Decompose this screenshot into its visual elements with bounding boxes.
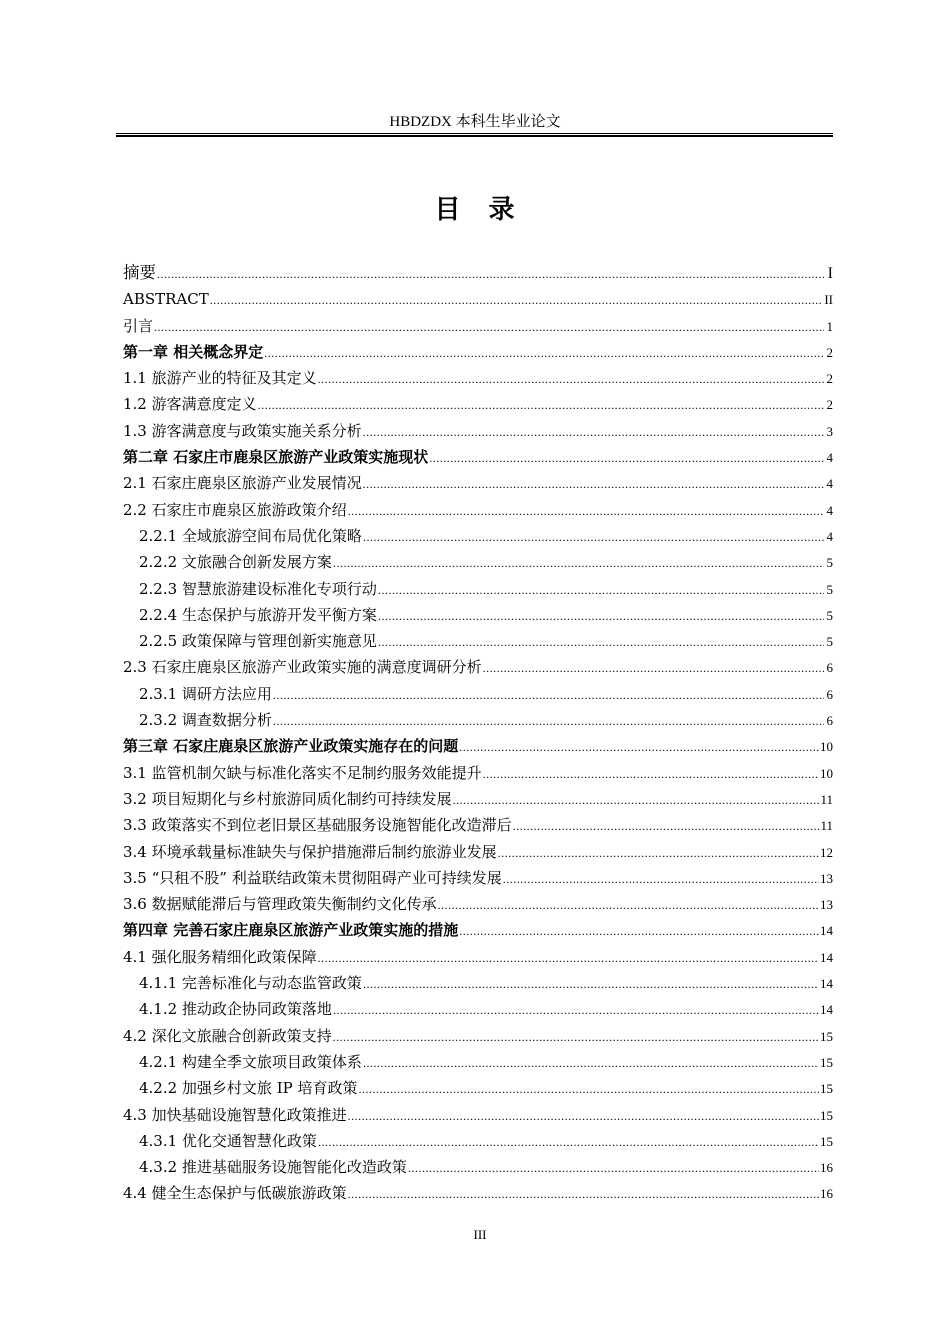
toc-entry-label: 1.3 游客满意度与政策实施关系分析: [123, 421, 362, 440]
toc-entry-label: 3.1 监管机制欠缺与标准化落实不足制约服务效能提升: [123, 763, 482, 782]
running-header: HBDZDX 本科生毕业论文: [389, 114, 561, 130]
toc-leader-dots: [154, 314, 824, 340]
toc-entry[interactable]: [123, 470, 833, 496]
toc-entry-label: 4.1 强化服务精细化政策保障: [123, 947, 317, 966]
toc-leader-dots: [348, 498, 824, 524]
toc-entry[interactable]: [123, 391, 833, 417]
toc-entry-page: 4: [826, 476, 833, 492]
toc-entry-label: 第二章 石家庄市鹿泉区旅游产业政策实施现状: [123, 448, 429, 467]
toc-entry-page: 15: [820, 1028, 833, 1044]
toc-leader-dots: [333, 1024, 819, 1050]
toc-entry-page: 13: [820, 897, 833, 913]
toc-leader-dots: [363, 971, 819, 997]
toc-entry-label: 2.3.2 调查数据分析: [139, 711, 272, 730]
toc-entry-label: 2.2.4 生态保护与旅游开发平衡方案: [139, 605, 377, 624]
toc-entry-label: 4.3.1 优化交通智慧化政策: [139, 1131, 317, 1150]
toc-entry-label: 第四章 完善石家庄鹿泉区旅游产业政策实施的措施: [123, 921, 459, 940]
toc-entry[interactable]: [123, 891, 833, 917]
toc-entry-label: 4.4 健全生态保护与低碳旅游政策: [123, 1184, 347, 1203]
toc-entry-label: 3.5 “只租不股” 利益联结政策未贯彻阻碍产业可持续发展: [123, 868, 502, 887]
toc-leader-dots: [264, 340, 824, 366]
toc-entry[interactable]: [123, 497, 833, 523]
toc-entry-label: 2.3 石家庄鹿泉区旅游产业政策实施的满意度调研分析: [123, 658, 482, 677]
toc-leader-dots: [333, 550, 824, 576]
toc-entry-page: 2: [826, 371, 833, 387]
toc-leader-dots: [513, 813, 820, 839]
toc-entry-page: 6: [826, 660, 833, 676]
toc-entry[interactable]: [123, 786, 833, 812]
toc-entry-page: 14: [820, 923, 833, 939]
toc-entry[interactable]: [123, 812, 833, 838]
toc-entry-page: I: [827, 265, 833, 282]
toc-entry[interactable]: [123, 1102, 833, 1128]
toc-entry[interactable]: [123, 944, 833, 970]
toc-entry-page: 15: [820, 1107, 833, 1123]
toc-entry[interactable]: [123, 733, 833, 759]
toc-leader-dots: [453, 787, 820, 813]
toc-entry-page: 1: [826, 318, 833, 334]
toc-entry[interactable]: [123, 602, 833, 628]
toc-leader-dots: [438, 892, 819, 918]
toc-entry-page: 16: [820, 1160, 833, 1176]
toc-entry-label: 1.1 旅游产业的特征及其定义: [123, 369, 317, 388]
toc-entry-label: 3.6 数据赋能滞后与管理政策失衡制约文化传承: [123, 895, 437, 914]
toc-entry-label: 4.3 加快基础设施智慧化政策推进: [123, 1105, 347, 1124]
toc-entry-page: 5: [826, 581, 833, 597]
toc-entry[interactable]: [123, 917, 833, 943]
toc-entry-page: 5: [826, 555, 833, 571]
toc-entry-label: 4.3.2 推进基础服务设施智能化改造政策: [139, 1158, 407, 1177]
toc-entry[interactable]: [123, 654, 833, 680]
page-number: III: [473, 1227, 487, 1242]
toc-entry-label: 3.4 环境承载量标准缺失与保护措施滞后制约旅游业发展: [123, 842, 497, 861]
toc-entry-page: 4: [826, 528, 833, 544]
toc-entry-label: 2.1 石家庄鹿泉区旅游产业发展情况: [123, 474, 362, 493]
toc-entry-label: 引言: [123, 316, 154, 335]
toc-entry-label: ABSTRACT: [123, 290, 209, 309]
toc-entry-label: 第三章 石家庄鹿泉区旅游产业政策实施存在的问题: [123, 737, 459, 756]
toc-entry-label: 2.2.1 全域旅游空间布局优化策略: [139, 526, 362, 545]
toc-leader-dots: [318, 945, 819, 971]
toc-leader-dots: [378, 603, 824, 629]
toc-entry-page: II: [824, 292, 833, 308]
toc-entry[interactable]: [123, 760, 833, 786]
toc-entry[interactable]: [123, 1075, 833, 1101]
toc-leader-dots: [318, 1129, 819, 1155]
toc-entry-page: 3: [826, 423, 833, 439]
toc-entry[interactable]: [123, 628, 833, 654]
toc-entry[interactable]: [123, 549, 833, 575]
toc-leader-dots: [483, 655, 824, 681]
toc-entry-page: 2: [826, 344, 833, 360]
header-rule: [116, 133, 833, 137]
toc-leader-dots: [333, 997, 819, 1023]
toc-entry-label: 3.3 政策落实不到位老旧景区基础服务设施智能化改造滞后: [123, 816, 512, 835]
toc-leader-dots: [459, 734, 819, 760]
toc-leader-dots: [348, 1181, 819, 1207]
toc-entry[interactable]: [123, 418, 833, 444]
toc-entry[interactable]: [123, 523, 833, 549]
toc-entry-label: 4.2.1 构建全季文旅项目政策体系: [139, 1052, 362, 1071]
toc-entry[interactable]: [123, 444, 833, 470]
toc-leader-dots: [498, 840, 819, 866]
toc-entry-label: 4.2 深化文旅融合创新政策支持: [123, 1026, 332, 1045]
toc-entry-page: 16: [820, 1186, 833, 1202]
toc-leader-dots: [157, 261, 824, 287]
toc-entry-page: 4: [826, 450, 833, 466]
toc-entry[interactable]: [123, 260, 833, 286]
toc-leader-dots: [363, 1050, 819, 1076]
toc-entry-page: 6: [826, 686, 833, 702]
toc-entry-page: 5: [826, 634, 833, 650]
toc-entry-label: 第一章 相关概念界定: [123, 342, 264, 361]
toc-leader-dots: [258, 392, 824, 418]
toc-entry[interactable]: [123, 681, 833, 707]
toc-entry-page: 11: [820, 791, 833, 807]
toc-leader-dots: [348, 1103, 819, 1129]
toc-entry[interactable]: [123, 839, 833, 865]
toc-entry-label: 2.2 石家庄市鹿泉区旅游政策介绍: [123, 500, 347, 519]
toc-leader-dots: [363, 419, 824, 445]
toc-entry-page: 14: [820, 1002, 833, 1018]
toc-leader-dots: [378, 577, 824, 603]
toc-entry-page: 4: [826, 502, 833, 518]
toc-entry-page: 14: [820, 976, 833, 992]
toc-leader-dots: [503, 866, 819, 892]
toc-entry-page: 12: [820, 844, 833, 860]
toc-entry-label: 4.1.2 推动政企协同政策落地: [139, 1000, 332, 1019]
toc-entry-page: 10: [820, 739, 833, 755]
table-of-contents: [123, 260, 833, 1207]
toc-entry[interactable]: [123, 339, 833, 365]
toc-leader-dots: [273, 682, 824, 708]
toc-entry-label: 2.2.2 文旅融合创新发展方案: [139, 553, 332, 572]
toc-entry[interactable]: [123, 865, 833, 891]
toc-entry[interactable]: [123, 365, 833, 391]
toc-entry-label: 2.2.3 智慧旅游建设标准化专项行动: [139, 579, 377, 598]
toc-leader-dots: [378, 629, 824, 655]
toc-entry-label: 4.2.2 加强乡村文旅 IP 培育政策: [139, 1079, 358, 1098]
toc-entry[interactable]: [123, 1023, 833, 1049]
toc-entry-label: 3.2 项目短期化与乡村旅游同质化制约可持续发展: [123, 789, 452, 808]
toc-entry[interactable]: [123, 313, 833, 339]
toc-entry-page: 15: [820, 1133, 833, 1149]
toc-leader-dots: [459, 918, 819, 944]
toc-entry-label: 2.2.5 政策保障与管理创新实施意见: [139, 632, 377, 651]
toc-entry-page: 13: [820, 870, 833, 886]
toc-entry-page: 6: [826, 713, 833, 729]
toc-leader-dots: [483, 761, 819, 787]
toc-leader-dots: [429, 445, 824, 471]
toc-leader-dots: [359, 1076, 820, 1102]
toc-entry-page: 2: [826, 397, 833, 413]
toc-entry-page: 11: [820, 818, 833, 834]
toc-entry-page: 5: [826, 607, 833, 623]
toc-leader-dots: [318, 366, 824, 392]
toc-entry[interactable]: [123, 707, 833, 733]
toc-entry[interactable]: [123, 1049, 833, 1075]
toc-leader-dots: [363, 471, 824, 497]
toc-leader-dots: [210, 287, 824, 313]
toc-leader-dots: [273, 708, 824, 734]
toc-leader-dots: [408, 1155, 819, 1181]
toc-entry-label: 4.1.1 完善标准化与动态监管政策: [139, 974, 362, 993]
toc-leader-dots: [363, 524, 824, 550]
toc-title: 目 录: [434, 195, 516, 225]
toc-entry[interactable]: [123, 996, 833, 1022]
toc-entry-label: 摘要: [123, 263, 156, 282]
toc-entry[interactable]: [123, 1128, 833, 1154]
toc-entry[interactable]: [123, 1154, 833, 1180]
toc-entry-page: 15: [820, 1054, 833, 1070]
toc-entry[interactable]: [123, 286, 833, 312]
toc-entry[interactable]: [123, 576, 833, 602]
toc-entry[interactable]: [123, 970, 833, 996]
toc-entry-label: 2.3.1 调研方法应用: [139, 684, 272, 703]
toc-entry[interactable]: [123, 1180, 833, 1206]
toc-entry-page: 10: [820, 765, 833, 781]
toc-entry-page: 14: [820, 949, 833, 965]
toc-entry-label: 1.2 游客满意度定义: [123, 395, 257, 414]
toc-entry-page: 15: [820, 1081, 833, 1097]
